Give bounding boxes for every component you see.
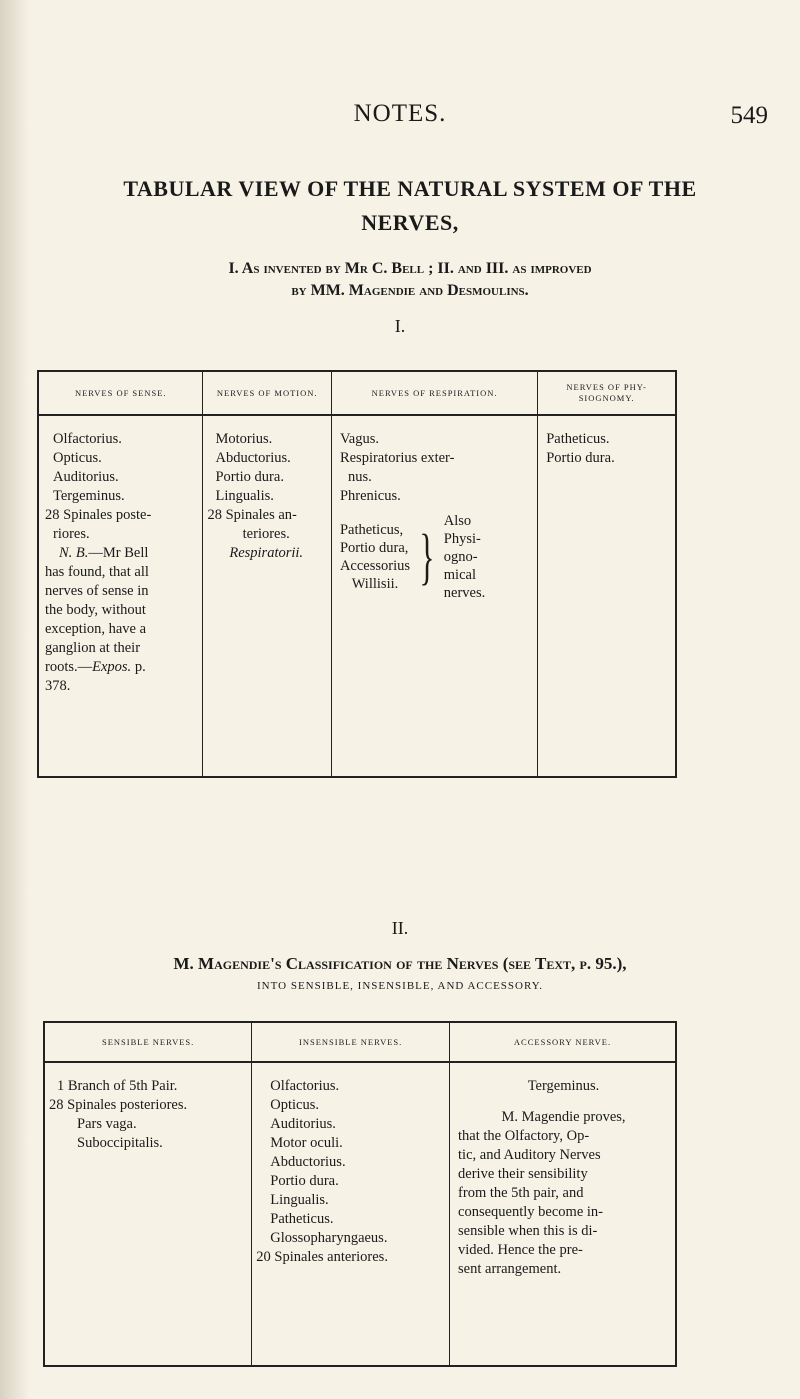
document-title	[80, 172, 740, 240]
nerve-name: Willisii.	[351, 576, 399, 592]
bracket-right-list	[444, 512, 485, 602]
cell-sensible	[44, 1062, 252, 1366]
header-sense: NERVES OF SENSE.	[38, 371, 203, 415]
header-accessory: ACCESSORY NERVE.	[450, 1022, 676, 1062]
note-line: 378.	[45, 678, 71, 694]
cell-motion	[203, 415, 331, 777]
nerve-name: Accessorius	[339, 558, 411, 574]
nerve-name: Abductorius.	[270, 1154, 346, 1170]
nerve-name-italic: Respiratorii.	[229, 545, 304, 561]
header-respiration: NERVES OF RESPIRATION.	[331, 371, 537, 415]
table-magendie	[43, 1021, 677, 1367]
cell-physiognomy	[538, 415, 676, 777]
bracket-note-line: nerves.	[443, 585, 486, 601]
bracket-note-line: Also	[443, 513, 472, 529]
spacer	[458, 1096, 669, 1108]
subtitle-line: I. As invented by Mr C. Bell ; II. and III. as improved	[228, 260, 592, 277]
cell-sense	[38, 415, 203, 777]
nerve-name: Opticus.	[53, 450, 102, 466]
nerve-name: Auditorius.	[270, 1116, 336, 1132]
note-roots: roots.—	[45, 659, 93, 675]
cell-accessory	[450, 1062, 676, 1366]
header-physiognomy-line: NERVES OF PHY-	[566, 382, 647, 392]
nerve-name: Motor oculi.	[270, 1135, 343, 1151]
accessory-note-line: sensible when this is di-	[458, 1223, 598, 1239]
page-edge	[0, 0, 30, 1399]
header-motion: NERVES OF MOTION.	[203, 371, 331, 415]
section-numeral-2: II.	[391, 918, 409, 938]
note-text: —Mr Bell	[88, 545, 149, 561]
section2-subheading: INTO SENSIBLE, INSENSIBLE, AND ACCESSORY.	[257, 980, 543, 992]
note-page: p.	[131, 659, 146, 675]
nerve-name: Tergeminus.	[53, 488, 125, 504]
nerve-name: Abductorius.	[215, 450, 291, 466]
nerve-name: Lingualis.	[270, 1192, 329, 1208]
accessory-note-line: that the Olfactory, Op-	[458, 1128, 590, 1144]
accessory-note-line: sent arrangement.	[458, 1261, 562, 1277]
nerve-name: Auditorius.	[53, 469, 119, 485]
document-subtitle	[80, 258, 740, 302]
header-physiognomy	[538, 371, 676, 415]
accessory-note-line: consequently become in-	[458, 1204, 603, 1220]
bracket-note-line: mical	[443, 567, 476, 583]
header-sensible: SENSIBLE NERVES.	[44, 1022, 252, 1062]
section2-heading: M. Magendie's Classification of the Nerves (see Text, p. 95.),	[173, 954, 627, 973]
nerve-name: Tergeminus.	[527, 1078, 600, 1094]
nerve-name: Pars vaga.	[77, 1116, 137, 1132]
nerve-name: 28 Spinales an-	[207, 507, 297, 523]
nerve-name: Portio dura.	[270, 1173, 339, 1189]
note-line: the body, without	[45, 602, 146, 618]
nerve-name: teriores.	[242, 526, 290, 542]
nerve-name: riores.	[53, 526, 90, 542]
note-reference	[45, 658, 196, 677]
running-title: NOTES.	[353, 100, 447, 127]
nerve-name: Phrenicus.	[339, 488, 401, 504]
accessory-note-line: tic, and Auditory Nerves	[458, 1147, 601, 1163]
nerve-name: 1 Branch of 5th Pair.	[57, 1078, 178, 1094]
running-head	[0, 100, 800, 140]
nerve-name: Patheticus.	[546, 431, 610, 447]
note-line: has found, that all	[45, 564, 149, 580]
nerve-name: Glossopharyngaeus.	[270, 1230, 388, 1246]
nerve-name: Motorius.	[215, 431, 273, 447]
title-line: TABULAR VIEW OF THE NATURAL SYSTEM OF THE	[123, 176, 697, 201]
note-line: nerves of sense in	[45, 583, 149, 599]
note-line: ganglion at their	[45, 640, 141, 656]
nerve-name: Patheticus,	[339, 522, 404, 538]
physiognomical-group	[340, 512, 531, 602]
table-bell	[37, 370, 677, 778]
note-first-line	[45, 544, 196, 563]
accessory-note-line: from the 5th pair, and	[458, 1185, 584, 1201]
nerve-name: 28 Spinales posteriores.	[49, 1097, 188, 1113]
nerve-name: 28 Spinales poste-	[45, 507, 152, 523]
note-label: N. B.	[59, 545, 89, 561]
nerve-name: Portio dura.	[546, 450, 615, 466]
nerve-name: 20 Spinales anteriores.	[256, 1249, 388, 1265]
nerve-name: Suboccipitalis.	[77, 1135, 163, 1151]
cell-respiration	[331, 415, 537, 777]
accessory-note-line: M. Magendie proves,	[501, 1109, 626, 1125]
nerve-name: Lingualis.	[215, 488, 274, 504]
bracket-left-list	[340, 521, 410, 593]
section-numeral-1: I.	[394, 316, 406, 336]
nerve-name: nus.	[347, 469, 372, 485]
nerve-name: Opticus.	[270, 1097, 319, 1113]
nerve-name: Vagus.	[339, 431, 380, 447]
note-ref-italic: Expos.	[92, 659, 132, 675]
nerve-name: Olfactorius.	[53, 431, 122, 447]
nerve-name: Olfactorius.	[270, 1078, 340, 1094]
cell-insensible	[252, 1062, 450, 1366]
brace-icon: }	[419, 523, 435, 591]
header-physiognomy-line: SIOGNOMY.	[578, 393, 635, 403]
subtitle-line: by MM. Magendie and Desmoulins.	[291, 282, 529, 299]
note-line: exception, have a	[45, 621, 147, 637]
nerve-name: Portio dura.	[215, 469, 284, 485]
bracket-note-line: Physi-	[443, 531, 481, 547]
header-insensible: INSENSIBLE NERVES.	[252, 1022, 450, 1062]
page-number: 549	[730, 102, 768, 129]
nerve-name: Respiratorius exter-	[339, 450, 455, 466]
accessory-note-line: vided. Hence the pre-	[458, 1242, 583, 1258]
title-line: NERVES,	[361, 210, 459, 235]
accessory-note-line: derive their sensibility	[458, 1166, 588, 1182]
bracket-note-line: ogno-	[443, 549, 478, 565]
nerve-name: Patheticus.	[270, 1211, 334, 1227]
nerve-name: Portio dura,	[339, 540, 409, 556]
